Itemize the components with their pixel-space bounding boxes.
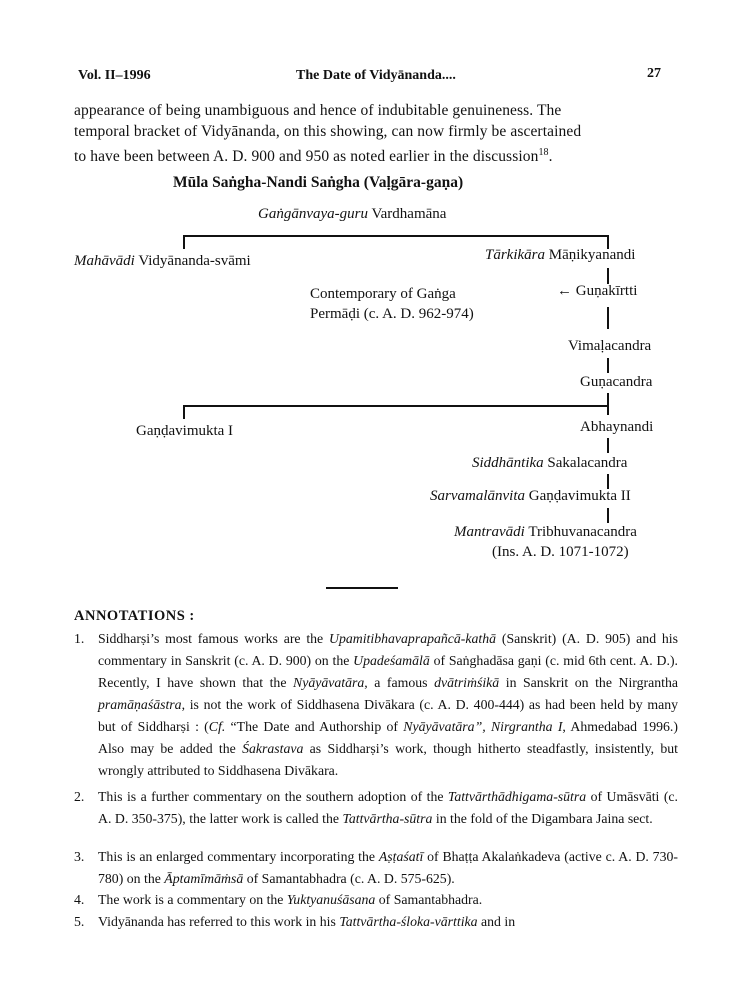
annotation-number: 4.	[74, 892, 85, 907]
lineage-inscription-date: (Ins. A. D. 1071-1072)	[492, 544, 629, 560]
lineage-vimalacandra: Vimaḷacandra	[568, 338, 652, 354]
tree-connector	[607, 268, 609, 284]
annotation-item	[74, 889, 674, 911]
tree-connector	[607, 307, 609, 329]
lineage-contemporary-note: Permāḍi (c. A. D. 962-974)	[310, 306, 474, 322]
lineage-gunakirtti: ← Guṇakīrtti	[557, 283, 638, 299]
annotation-text: This is a further commentary on the southern adoption of the Tattvārthādhigama-sūtra of Umāsvāti (c. A. D. 350-375), the latter work is called the Tattvārtha-sūtra in the fold of the Digambara Jaina sect.	[98, 789, 678, 826]
annotation-text: Siddharṣi’s most famous works are the Upamitibhavaprapañcā-kathā (Sanskrit) (A. D. 905) and his commentary in Sanskrit (c. A. D. 900) on the Upadeśamālā of Saṅghadāsa gaṇi (c. mid 6th cent. A. D.). Recently, I have shown that the Nyāyāvatāra, a famous dvātriṁśikā in Sanskrit on the Nirgrantha pramāṇaśāstra, is not the work of Siddhasena Divākara (c. A. D. 400-444) as had been held by many but of Siddharṣi : (Cf. “The Date and Authorship of Nyāyāvatāra”, Nirgrantha I, Ahmedabad 1996.) Also may be added the Śakrastava as Siddharṣi’s work, though hitherto steadfastly, insistently, but wrongly attributed to Siddhasena Divākara.	[98, 631, 678, 778]
running-header-volume: Vol. II–1996	[78, 68, 151, 83]
lineage-contemporary-note: Contemporary of Gaṅga	[310, 286, 456, 302]
lineage-root: Gaṅgānvaya-guru Vardhamāna	[258, 206, 447, 222]
annotation-text: The work is a commentary on the Yuktyanuśāsana of Samantabhadra.	[98, 892, 483, 907]
tree-connector	[607, 393, 609, 415]
tree-connector	[183, 405, 185, 419]
section-divider	[326, 587, 398, 589]
running-header-title: The Date of Vidyānanda....	[296, 68, 456, 83]
lineage-gunacandra: Guṇacandra	[580, 374, 653, 390]
lineage-title: Mūla Saṅgha-Nandi Saṅgha (Vaḷgāra-gaṇa)	[173, 174, 464, 191]
tree-branch-line	[183, 405, 608, 407]
footnote-reference: 18	[538, 147, 549, 158]
annotation-number: 1.	[74, 631, 85, 646]
tree-branch-line	[183, 235, 608, 237]
annotation-text: This is an enlarged commentary incorporating the Aṣṭaśatī of Bhaṭṭa Akalaṅkadeva (active c. A. D. 730-780) on the Āptamīmāṁsā of Samantabhadra (c. A. D. 575-625).	[98, 849, 678, 886]
tree-connector	[607, 358, 609, 373]
lineage-abhaynandi: Abhaynandi	[580, 419, 654, 435]
page-number: 27	[647, 66, 661, 81]
annotations-heading: ANNOTATIONS :	[74, 608, 195, 624]
annotation-item	[74, 846, 678, 890]
lineage-tribhuvanacandra: Mantravādi Tribhuvanacandra	[454, 524, 637, 540]
tree-connector	[607, 474, 609, 489]
lineage-sakalacandra: Siddhāntika Sakalacandra	[472, 455, 628, 471]
paragraph-line: to have been between A. D. 900 and 950 as noted earlier in the discussion$^{18}$.	[74, 147, 553, 166]
tree-connector	[183, 235, 185, 249]
annotation-number: 5.	[74, 914, 85, 929]
annotation-item	[74, 911, 674, 933]
paragraph-line: appearance of being unambiguous and hence of indubitable genuineness. The	[74, 102, 562, 119]
annotation-item	[74, 786, 678, 852]
tree-connector	[607, 508, 609, 523]
annotation-number: 2.	[74, 789, 85, 804]
annotation-item	[74, 628, 678, 783]
arrow-left-icon: ←	[557, 283, 572, 299]
annotation-number: 3.	[74, 849, 85, 864]
lineage-gandavimukta-2: Sarvamalānvita Gaṇḍavimukta II	[430, 488, 631, 504]
annotation-text: Vidyānanda has referred to this work in his Tattvārtha-śloka-vārttika and in	[98, 914, 516, 929]
lineage-manikyanandi: Tārkikāra Māṇikyanandi	[485, 247, 636, 263]
lineage-gandavimukta-1: Gaṇḍavimukta I	[136, 423, 234, 439]
tree-connector	[607, 438, 609, 453]
paragraph-line: temporal bracket of Vidyānanda, on this showing, can now firmly be ascertained	[74, 123, 582, 140]
lineage-vidyananda: Mahāvādi Vidyānanda-svāmi	[74, 253, 251, 269]
